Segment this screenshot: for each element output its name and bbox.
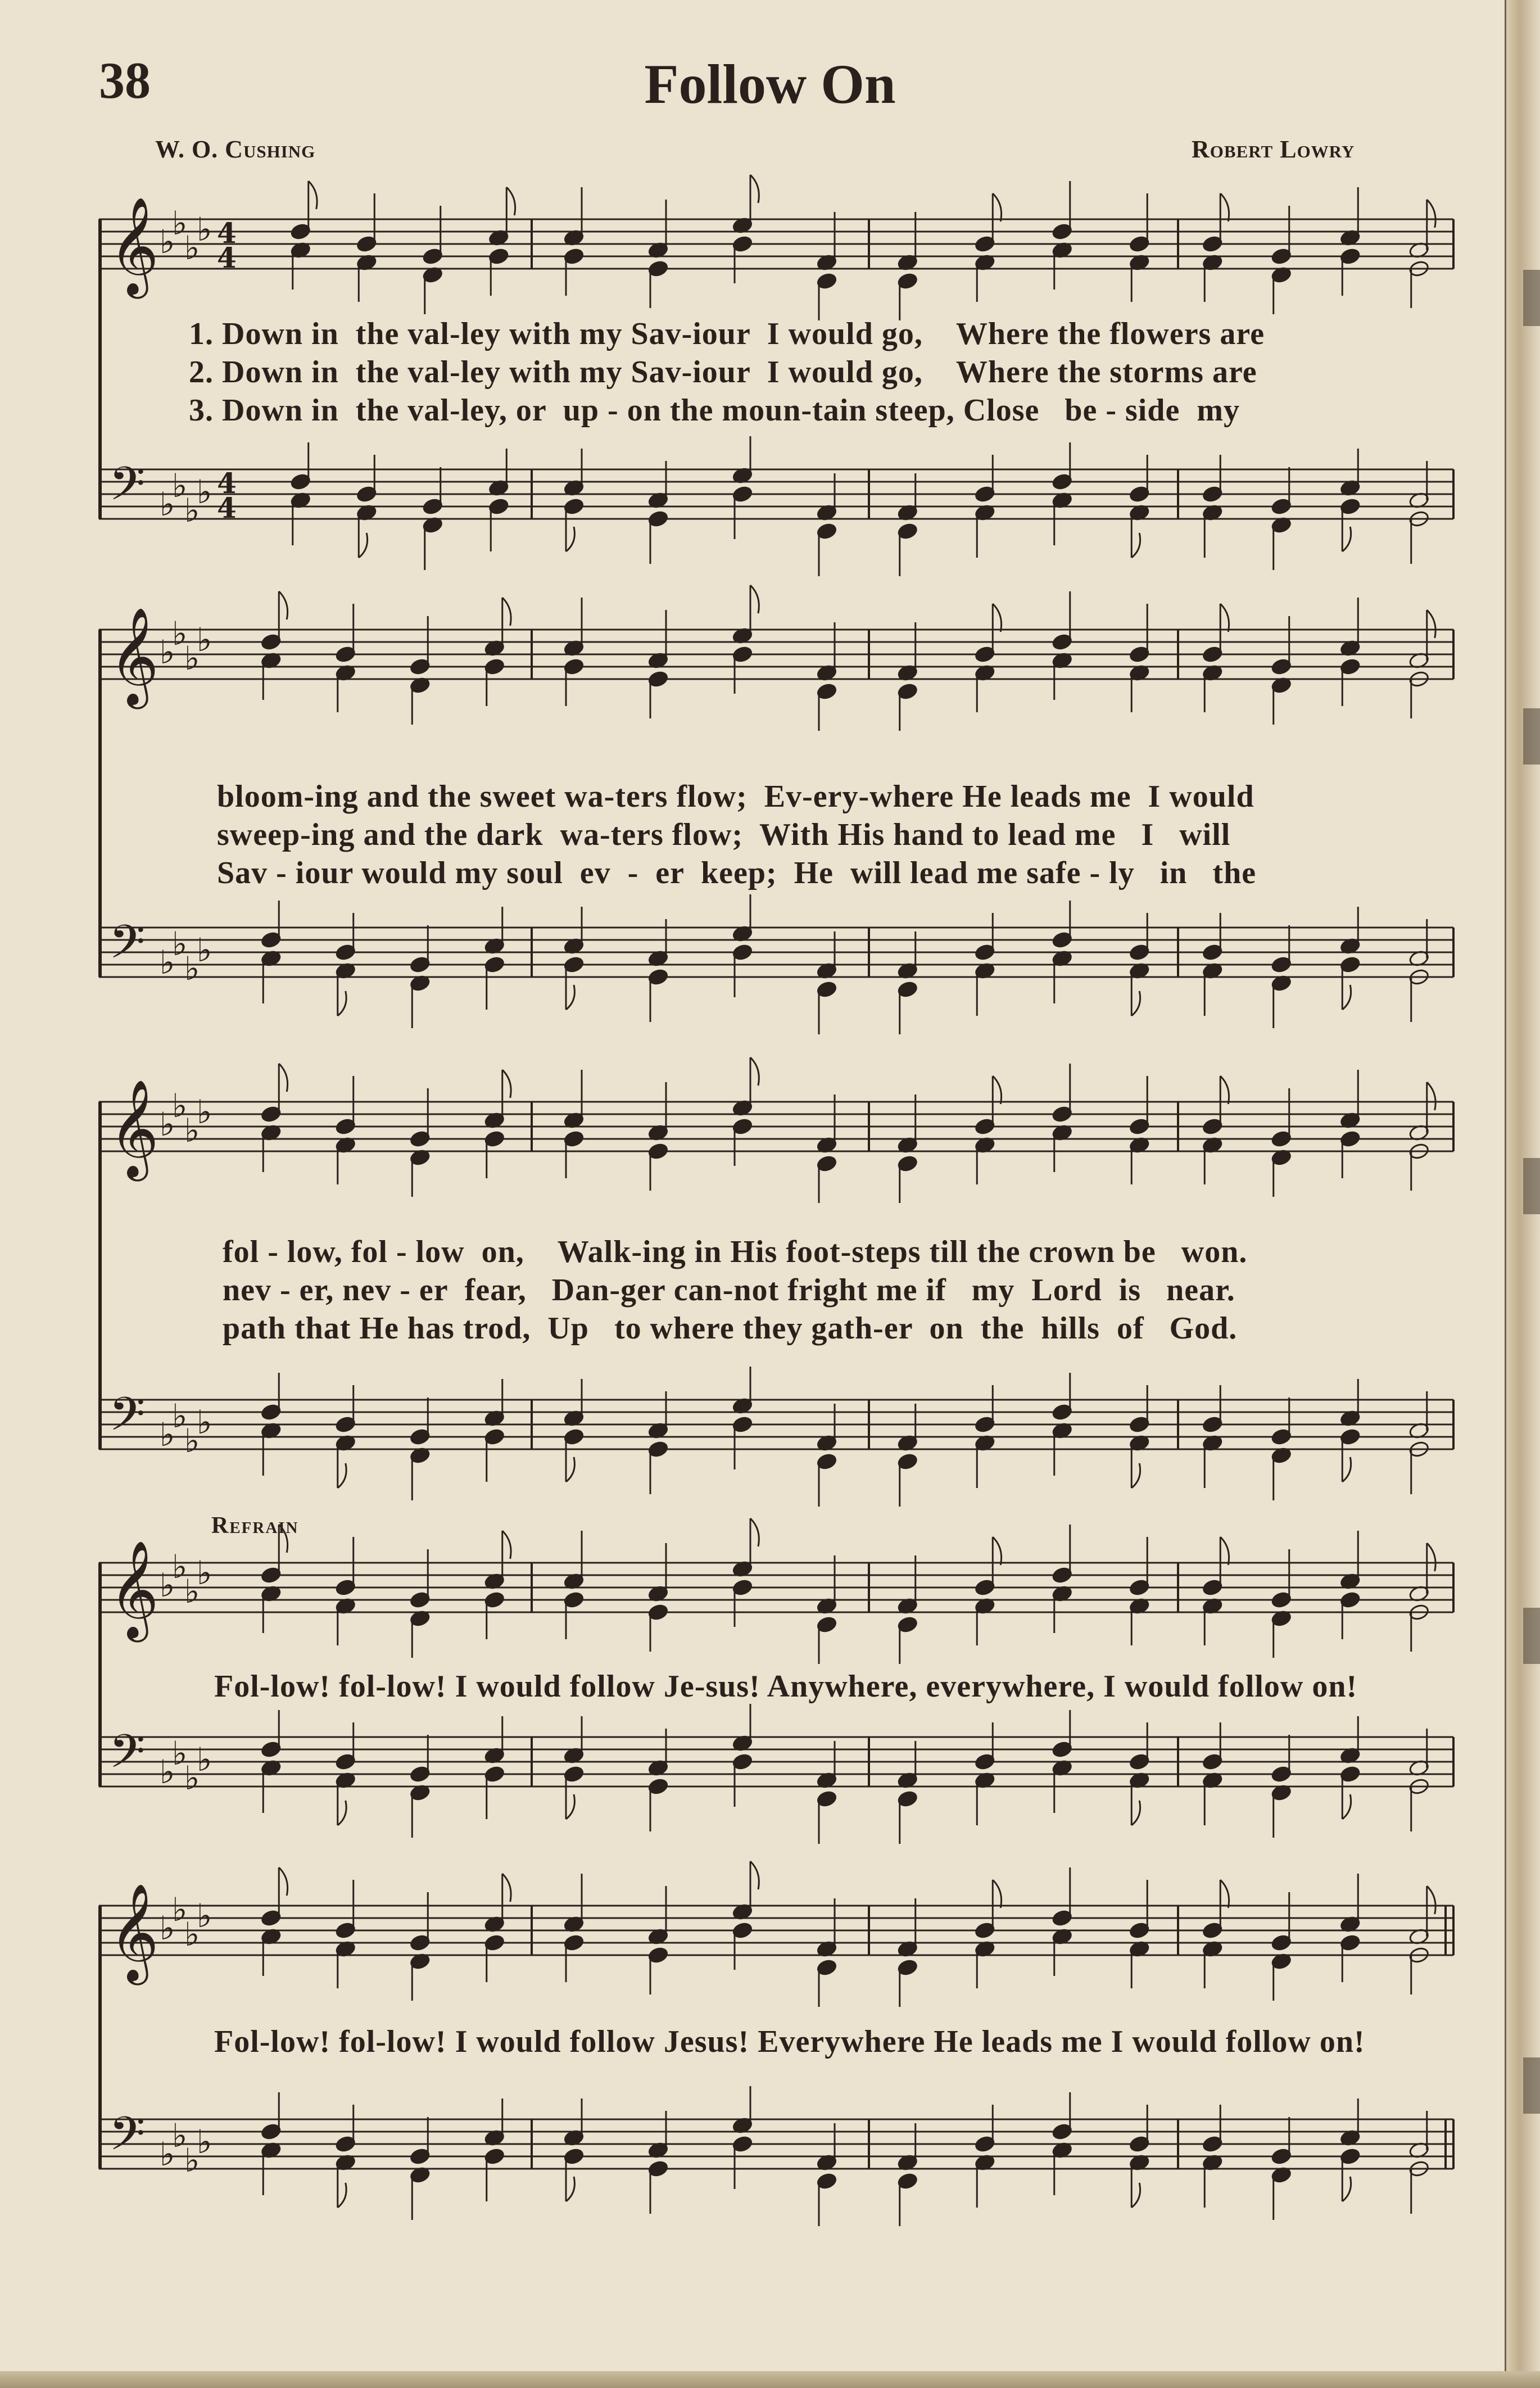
time-signature: 4	[217, 491, 237, 524]
treble-clef-icon: 𝄞	[109, 1883, 159, 1981]
flat-sign-icon: ♭	[184, 1422, 200, 1460]
flat-sign-icon: ♭	[172, 614, 188, 653]
flat-sign-icon: ♭	[172, 204, 188, 242]
flat-sign-icon: ♭	[197, 1740, 212, 1779]
lyric-verse-3: Sav - iour would my soul ev - er keep; He will lead me safe - ly in the	[217, 856, 1257, 890]
bass-staff	[99, 894, 1453, 1034]
composer-credit: Robert Lowry	[1192, 135, 1355, 163]
flat-sign-icon: ♭	[197, 621, 212, 659]
flat-sign-icon: ♭	[172, 1087, 188, 1125]
lyric-verse-2: 2. Down in the val-ley with my Sav-iour I would go, Where the storms are	[189, 355, 1257, 390]
hymn-title: Follow On	[644, 53, 896, 115]
flat-sign-icon: ♭	[160, 1909, 175, 1947]
flat-sign-icon: ♭	[184, 1915, 200, 1953]
flat-sign-icon: ♭	[197, 1897, 212, 1935]
bass-clef-icon: 𝄢	[109, 1724, 146, 1790]
lyric-verse-3: path that He has trod, Up to where they gath-er on the hills of God.	[223, 1311, 1238, 1346]
flat-sign-icon: ♭	[184, 639, 200, 677]
flat-sign-icon: ♭	[197, 1093, 212, 1131]
bass-staff	[99, 1704, 1453, 1844]
bass-clef-icon: 𝄢	[109, 456, 146, 522]
music-system-refrain-2	[99, 1883, 1459, 2265]
flat-sign-icon: ♭	[184, 2141, 200, 2179]
flat-sign-icon: ♭	[197, 2123, 212, 2161]
flat-sign-icon: ♭	[172, 467, 188, 505]
music-system-3	[99, 1079, 1459, 1507]
music-system-1	[99, 191, 1459, 585]
flat-sign-icon: ♭	[184, 229, 200, 267]
lyric-verse-1: fol - low, fol - low on, Walk-ing in His foot-steps till the crown be won.	[223, 1234, 1248, 1269]
lyric-refrain: Fol-low! fol-low! I would follow Je-sus! Anywhere, everywhere, I would follow on!	[214, 1669, 1358, 1704]
bass-staff	[99, 1367, 1453, 1507]
bass-clef-icon: 𝄢	[109, 915, 146, 980]
bass-clef-icon: 𝄢	[109, 2106, 146, 2172]
flat-sign-icon: ♭	[172, 1734, 188, 1772]
lyric-refrain: Fol-low! fol-low! I would follow Jesus! Everywhere He leads me I would follow on!	[214, 2024, 1365, 2059]
lyric-verse-2: nev - er, nev - er fear, Dan-ger can-not fright me if my Lord is near.	[223, 1273, 1235, 1308]
time-signature: 4	[217, 241, 237, 274]
flat-sign-icon: ♭	[160, 1415, 175, 1454]
flat-sign-icon: ♭	[160, 2135, 175, 2173]
flat-sign-icon: ♭	[197, 210, 212, 248]
score-staves	[99, 1883, 1459, 2265]
flat-sign-icon: ♭	[160, 1753, 175, 1791]
music-system-2	[99, 607, 1459, 1062]
treble-staff	[99, 585, 1453, 731]
flat-sign-icon: ♭	[197, 1554, 212, 1592]
lyric-verse-1: 1. Down in the val-ley with my Sav-iour I would go, Where the flowers are	[189, 316, 1265, 351]
flat-sign-icon: ♭	[184, 949, 200, 988]
treble-clef-icon: 𝄞	[109, 1079, 159, 1177]
lyric-verse-2: sweep-ing and the dark wa-ters flow; With His hand to lead me I will	[217, 817, 1231, 852]
flat-sign-icon: ♭	[172, 1397, 188, 1435]
treble-clef-icon: 𝄞	[109, 607, 159, 705]
treble-staff	[99, 1518, 1453, 1664]
flat-sign-icon: ♭	[184, 1572, 200, 1611]
page-number: 38	[99, 52, 151, 109]
book-spine	[1505, 0, 1540, 2388]
flat-sign-icon: ♭	[160, 1566, 175, 1604]
lyric-verse-3: 3. Down in the val-ley, or up - on the moun-tain steep, Close be - side my	[189, 393, 1240, 428]
refrain-label: Refrain	[211, 1513, 299, 1539]
bass-clef-icon: 𝄢	[109, 1387, 146, 1453]
flat-sign-icon: ♭	[197, 931, 212, 969]
treble-clef-icon: 𝄞	[109, 1540, 159, 1638]
flat-sign-icon: ♭	[160, 223, 175, 261]
treble-staff	[99, 175, 1453, 320]
time-signature: 4	[217, 467, 237, 500]
flat-sign-icon: ♭	[172, 2116, 188, 2155]
flat-sign-icon: ♭	[172, 1548, 188, 1586]
flat-sign-icon: ♭	[160, 1105, 175, 1143]
time-signature: 4	[217, 216, 237, 250]
flat-sign-icon: ♭	[160, 485, 175, 523]
flat-sign-icon: ♭	[172, 1890, 188, 1929]
lyric-verse-1: bloom-ing and the sweet wa-ters flow; Ev-ery-where He leads me I would	[217, 779, 1254, 814]
bass-staff	[99, 2086, 1453, 2226]
bass-staff	[99, 436, 1453, 576]
page-bottom-edge	[0, 2371, 1540, 2388]
treble-staff	[99, 1057, 1453, 1203]
flat-sign-icon: ♭	[184, 491, 200, 530]
flat-sign-icon: ♭	[160, 633, 175, 671]
flat-sign-icon: ♭	[184, 1759, 200, 1797]
lyricist-credit: W. O. Cushing	[155, 135, 316, 163]
flat-sign-icon: ♭	[197, 1403, 212, 1441]
flat-sign-icon: ♭	[184, 1111, 200, 1150]
flat-sign-icon: ♭	[197, 473, 212, 511]
flat-sign-icon: ♭	[172, 925, 188, 963]
treble-clef-icon: 𝄞	[109, 197, 159, 295]
music-system-refrain-1	[99, 1512, 1459, 1883]
flat-sign-icon: ♭	[160, 943, 175, 982]
